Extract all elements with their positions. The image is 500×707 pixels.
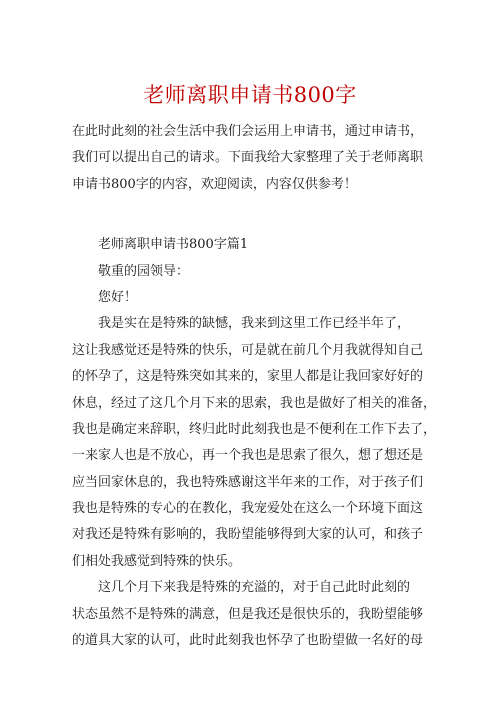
greeting: 您好！ xyxy=(98,289,138,305)
paragraph-line: 休息，经过了这几个月下来的思索，我也是做好了相关的准备， xyxy=(72,395,436,411)
document-title: 老师离职申请书800字 xyxy=(143,83,357,107)
section-heading: 老师离职申请书800字篇1 xyxy=(98,237,249,253)
paragraph-line: 我也是确定来辞职，终归此时此刻我也是不便利在工作下去了， xyxy=(72,421,436,437)
paragraph-line: 这几个月下来我是特殊的充溢的，对于自己此时此刻的 xyxy=(98,580,411,596)
paragraph-line: 一来家人也是不放心，再一个我也是思索了很久，想了想还是 xyxy=(72,448,424,464)
intro-line: 申请书800字的内容，欢迎阅读，内容仅供参考！ xyxy=(72,176,357,192)
intro-line: 在此时此刻的社会生活中我们会运用上申请书，通过申请书， xyxy=(72,124,424,139)
paragraph-line: 状态虽然不是特殊的满意，但是我还是很快乐的，我盼望能够 xyxy=(72,606,424,622)
document-body xyxy=(72,119,436,654)
paragraph-line: 我也是特殊的专心的在教化，我宠爱处在这么一个环境下面这 xyxy=(72,501,424,517)
intro-line: 我们可以提出自己的请求。下面我给大家整理了关于老师离职 xyxy=(72,150,424,166)
paragraph-line: 们相处我感觉到特殊的快乐。 xyxy=(72,553,242,569)
paragraph-line: 的道具大家的认可，此时此刻我也怀孕了也盼望做一名好的母 xyxy=(72,633,424,649)
paragraph-line: 对我还是特殊有影响的，我盼望能够得到大家的认可，和孩子 xyxy=(72,527,424,543)
paragraph-line: 这让我感觉还是特殊的快乐，可是就在前几个月我就得知自己 xyxy=(72,342,424,358)
paragraph-line: 应当回家休息的，我也特殊感谢这半年来的工作，对于孩子们 xyxy=(72,474,424,490)
salutation: 敬重的园领导： xyxy=(98,263,190,279)
paragraph-line: 我是实在是特殊的缺憾，我来到这里工作已经半年了， xyxy=(98,316,411,332)
paragraph-line: 的怀孕了，这是特殊突如其来的，家里人都是让我回家好好的 xyxy=(72,369,424,385)
paragraph-gap xyxy=(72,198,436,232)
